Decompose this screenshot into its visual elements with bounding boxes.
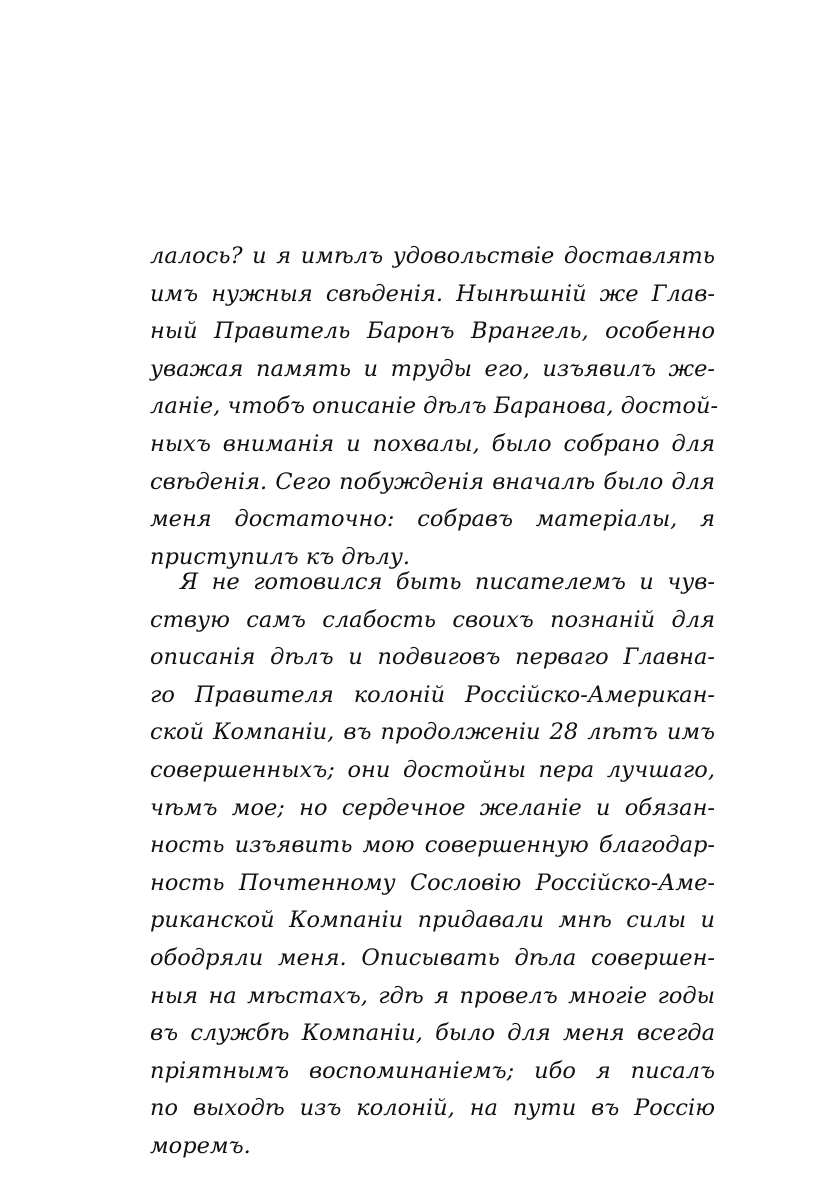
text-line: описанія дѣлъ и подвиговъ перваго Главна-: [150, 644, 715, 671]
text-line: риканской Компаніи придавали мнѣ силы и: [150, 907, 715, 934]
text-line: въ службѣ Компаніи, было для меня всегда: [150, 1020, 715, 1047]
text-line: ность изъявить мою совершенную благодар-: [150, 832, 715, 859]
text-line: чѣмъ мое; но сердечное желаніе и обязан-: [150, 794, 715, 821]
text-line: го Правителя колоній Россійско-Американ-: [150, 681, 715, 708]
text-line: свѣденія. Сего побужденія вначалѣ было для: [150, 468, 715, 495]
paragraph-1: [150, 238, 719, 576]
paragraph-2: [150, 564, 715, 1166]
text-line: ный Правитель Баронъ Врангель, особенно: [150, 318, 715, 345]
text-line: Я не готовился быть писателемъ и чув-: [180, 569, 715, 595]
text-line: ободряли меня. Описывать дѣла совершен-: [150, 944, 715, 971]
text-line: ныя на мѣстахъ, гдѣ я провелъ многіе годы: [150, 982, 715, 1009]
text-line: совершенныхъ; они достойны пера лучшаго,: [150, 756, 715, 783]
text-line: имъ нужныя свѣденія. Нынѣшній же Глав-: [150, 280, 715, 307]
text-line: ской Компаніи, въ продолженіи 28 лѣтъ имъ: [150, 719, 715, 746]
text-line: меня достаточно: собравъ матеріалы, я: [150, 506, 715, 533]
text-line: ность Почтенному Сословію Россійско-Аме-: [150, 869, 715, 896]
text-line: приступилъ къ дѣлу.: [150, 543, 411, 570]
text-line: по выходѣ изъ колоній, на пути въ Россію: [150, 1095, 715, 1122]
text-line: моремъ.: [150, 1132, 251, 1159]
text-line: уважая память и труды его, изъявилъ же-: [150, 355, 715, 382]
text-line: ланіе, чтобъ описаніе дѣлъ Баранова, достой-: [150, 393, 719, 420]
text-line: ствую самъ слабость своихъ познаній для: [150, 606, 715, 633]
text-line: лалось? и я имѣлъ удовольствіе доставлять: [150, 243, 715, 269]
text-line: ныхъ вниманія и похвалы, было собрано для: [150, 430, 715, 457]
text-line: пріятнымъ воспоминаніемъ; ибо я писалъ: [150, 1057, 715, 1084]
